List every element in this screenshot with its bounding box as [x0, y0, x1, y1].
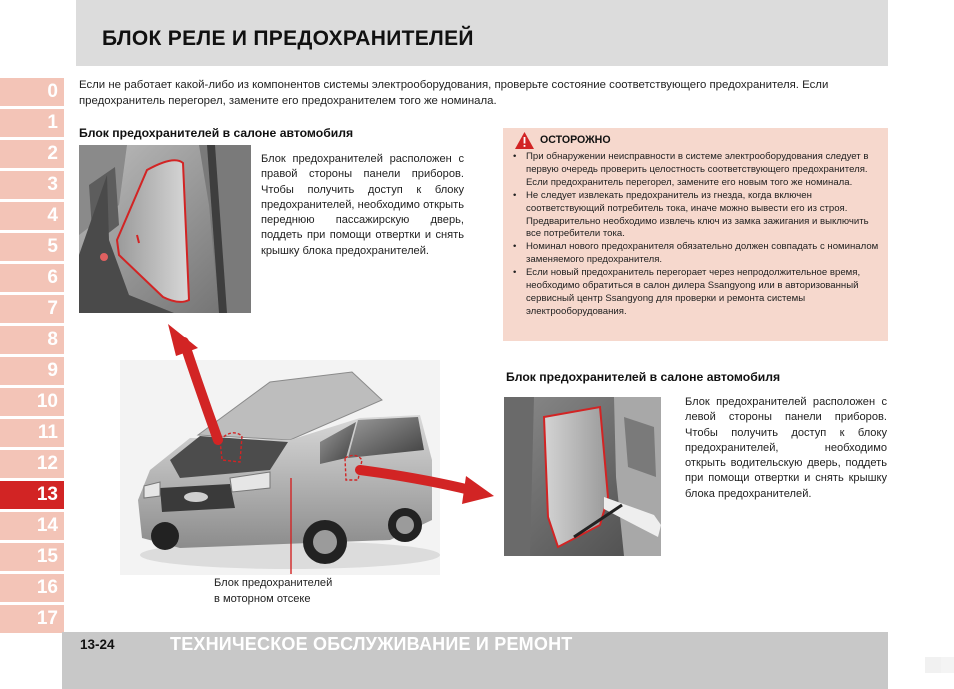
- caution-title: ОСТОРОЖНО: [540, 134, 611, 146]
- corner-marker: [941, 657, 954, 673]
- chapter-tab-3[interactable]: 3: [0, 171, 64, 199]
- caution-list: [513, 151, 883, 319]
- chapter-tab-5[interactable]: 5: [0, 233, 64, 261]
- chapter-tab-7[interactable]: 7: [0, 295, 64, 323]
- caution-item: • Не следует извлекать предохранитель из гнезда, когда включен соответствующий потребитель тока, иначе можно вывести его из строя. Предварительно необходимо извлечь ключ из замка зажигания и выключить все потребители тока.: [513, 190, 883, 242]
- chapter-tab-15[interactable]: 15: [0, 543, 64, 571]
- chapter-tab-2[interactable]: 2: [0, 140, 64, 168]
- section-heading-right-side: Блок предохранителей в салоне автомобиля: [79, 126, 354, 140]
- chapter-tab-10[interactable]: 10: [0, 388, 64, 416]
- engine-caption: [214, 576, 332, 607]
- caution-item: • Если новый предохранитель перегорает через непродолжительное время, необходимо обратиться в салон дилера Ssangyong или в авторизованный сервисный центр Ssangyong для проверки и ремонта системы электрооборудования.: [513, 267, 883, 319]
- chapter-tab-13[interactable]: 13: [0, 481, 64, 509]
- corner-marker: [925, 657, 941, 673]
- footer-title: ТЕХНИЧЕСКОЕ ОБСЛУЖИВАНИЕ И РЕМОНТ: [170, 634, 573, 654]
- caution-item: • При обнаружении неисправности в системе электрооборудования следует в первую очередь проверить целостность соответствующего предохранителя. Если предохранитель перегорел, замените его новым того же номинала.: [513, 151, 883, 190]
- chapter-tab-11[interactable]: 11: [0, 419, 64, 447]
- engine-caption-line-2: в моторном отсеке: [214, 592, 311, 605]
- photo-car-engine-bay: [120, 360, 440, 575]
- caution-item: • Номинал нового предохранителя обязательно должен совпадать с номиналом заменяемого предохранителя.: [513, 241, 883, 267]
- chapter-tab-6[interactable]: 6: [0, 264, 64, 292]
- chapter-tab-12[interactable]: 12: [0, 450, 64, 478]
- chapter-tab-9[interactable]: 9: [0, 357, 64, 385]
- page-title: БЛОК РЕЛЕ И ПРЕДОХРАНИТЕЛЕЙ: [102, 27, 474, 50]
- intro-paragraph: Если не работает какой-либо из компонентов системы электрооборудования, проверьте состояние соответствующего предохранителя. Если предохранитель перегорел, замените его предохранителем того же номинала.: [79, 79, 829, 107]
- section-heading-left-side: Блок предохранителей в салоне автомобиля: [506, 370, 781, 384]
- chapter-tab-16[interactable]: 16: [0, 574, 64, 602]
- chapter-tab-8[interactable]: 8: [0, 326, 64, 354]
- photo-passenger-fuse-panel: [79, 145, 251, 313]
- photo-driver-fuse-panel: [504, 397, 661, 556]
- caution-box: [503, 128, 888, 341]
- description-left-side: Блок предохранителей расположен с левой стороны панели приборов. Чтобы получить доступ к блоку предохранителей, необходимо открыть водительскую дверь, поддеть при помощи отвертки и снять крышку блока предохранителей.: [685, 396, 887, 500]
- chapter-tab-4[interactable]: 4: [0, 202, 64, 230]
- chapter-tab-1[interactable]: 1: [0, 109, 64, 137]
- warning-icon: [514, 131, 535, 150]
- chapter-tab-17[interactable]: 17: [0, 605, 64, 633]
- chapter-tab-14[interactable]: 14: [0, 512, 64, 540]
- description-right-side: Блок предохранителей расположен с правой стороны панели приборов. Чтобы получить доступ к блоку предохранителей, необходимо открыть переднюю пассажирскую дверь, поддеть при помощи отвертки и снять крышку блока предохранителей.: [261, 153, 464, 257]
- chapter-tab-0[interactable]: 0: [0, 78, 64, 106]
- page-number: 13-24: [80, 637, 115, 652]
- engine-caption-line-1: Блок предохранителей: [214, 577, 333, 589]
